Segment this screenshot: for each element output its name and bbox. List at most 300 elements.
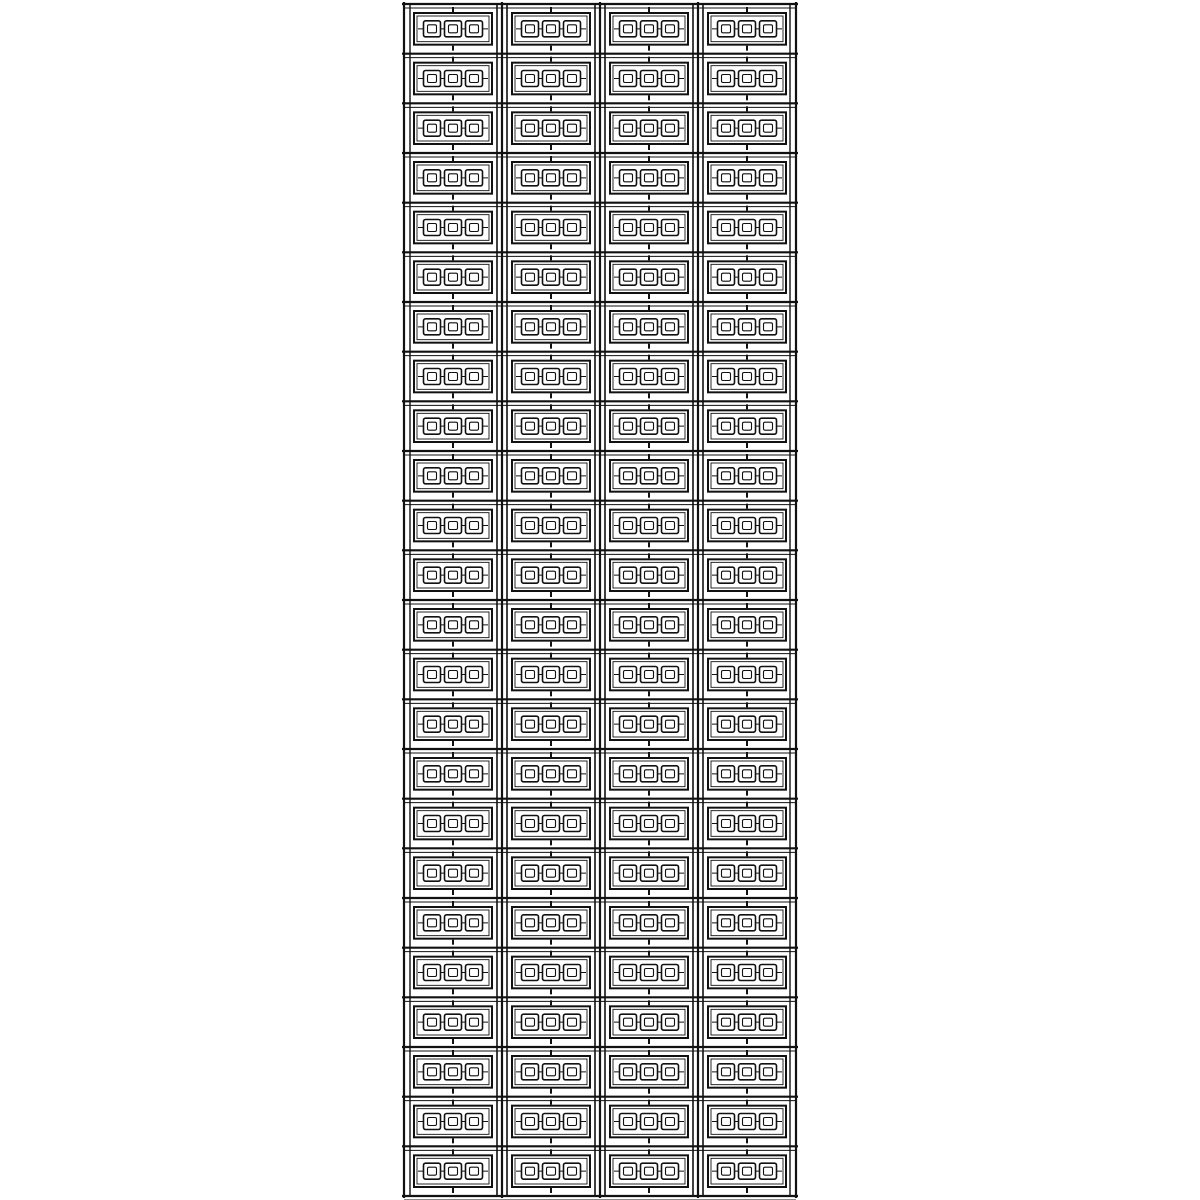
motif-square [760, 567, 777, 583]
motif-square [522, 1114, 539, 1130]
motif-square [564, 617, 581, 633]
motif-square [445, 269, 462, 285]
lattice-cell [610, 7, 688, 51]
motif-square [543, 816, 560, 832]
lattice-cell [414, 851, 492, 895]
motif-square [424, 617, 441, 633]
lattice-cell [512, 7, 590, 51]
motif-square [564, 1163, 581, 1179]
motif-square [466, 617, 483, 633]
lattice-cell [512, 802, 590, 846]
motif-square [466, 1163, 483, 1179]
motif-square [522, 269, 539, 285]
motif-square [466, 716, 483, 732]
lattice-cell [414, 504, 492, 548]
motif-square [739, 1114, 756, 1130]
lattice-cell [414, 7, 492, 51]
motif-square [718, 965, 735, 981]
motif-square [466, 220, 483, 236]
lattice-cell [708, 206, 786, 250]
motif-square [739, 1163, 756, 1179]
motif-square [739, 965, 756, 981]
motif-square [522, 617, 539, 633]
motif-square [522, 1163, 539, 1179]
motif-square [445, 965, 462, 981]
motif-square [466, 667, 483, 683]
motif-square [739, 518, 756, 534]
motif-square [424, 170, 441, 186]
motif-square [760, 369, 777, 385]
motif-square [445, 369, 462, 385]
motif-square [522, 418, 539, 434]
motif-square [739, 667, 756, 683]
motif-square [760, 816, 777, 832]
motif-square [543, 269, 560, 285]
lattice-cell [512, 454, 590, 498]
motif-square [466, 1014, 483, 1030]
motif-square [718, 319, 735, 335]
motif-square [641, 418, 658, 434]
motif-square [739, 716, 756, 732]
motif-square [760, 965, 777, 981]
lattice-cell [708, 305, 786, 349]
motif-square [641, 369, 658, 385]
motif-square [564, 915, 581, 931]
lattice-cell [708, 1000, 786, 1044]
pattern-cells [402, 2, 798, 1200]
motif-square [620, 71, 637, 87]
motif-square [445, 1014, 462, 1030]
motif-square [739, 766, 756, 782]
lattice-cell [512, 355, 590, 399]
motif-square [543, 1163, 560, 1179]
lattice-cell [414, 553, 492, 597]
motif-square [662, 1064, 679, 1080]
motif-square [564, 667, 581, 683]
motif-square [641, 915, 658, 931]
motif-square [620, 220, 637, 236]
lattice-cell [610, 553, 688, 597]
lattice-cell [512, 106, 590, 150]
lattice-cell [512, 851, 590, 895]
motif-square [424, 319, 441, 335]
motif-square [739, 319, 756, 335]
motif-square [445, 766, 462, 782]
motif-square [445, 567, 462, 583]
lattice-cell [708, 1149, 786, 1193]
motif-square [718, 1163, 735, 1179]
motif-square [466, 170, 483, 186]
motif-square [543, 418, 560, 434]
motif-square [662, 915, 679, 931]
motif-square [760, 170, 777, 186]
motif-square [543, 1014, 560, 1030]
motif-square [522, 816, 539, 832]
motif-square [466, 518, 483, 534]
lattice-cell [414, 702, 492, 746]
motif-square [445, 518, 462, 534]
motif-square [564, 170, 581, 186]
lattice-cell [708, 1100, 786, 1144]
lattice-cell [414, 404, 492, 448]
motif-square [641, 120, 658, 136]
motif-square [543, 120, 560, 136]
motif-square [564, 418, 581, 434]
motif-square [718, 716, 735, 732]
motif-square [760, 1014, 777, 1030]
motif-square [445, 1114, 462, 1130]
motif-square [620, 518, 637, 534]
motif-square [620, 766, 637, 782]
lattice-cell [414, 901, 492, 945]
motif-square [445, 71, 462, 87]
motif-square [445, 1064, 462, 1080]
motif-square [641, 567, 658, 583]
motif-square [543, 21, 560, 37]
motif-square [718, 120, 735, 136]
motif-square [543, 567, 560, 583]
motif-square [620, 319, 637, 335]
motif-square [739, 269, 756, 285]
motif-square [739, 816, 756, 832]
motif-square [739, 418, 756, 434]
lattice-cell [708, 7, 786, 51]
lattice-cell [512, 206, 590, 250]
motif-square [543, 1114, 560, 1130]
lattice-cell [610, 355, 688, 399]
motif-square [522, 120, 539, 136]
motif-square [641, 71, 658, 87]
lattice-cell [610, 802, 688, 846]
motif-square [466, 1064, 483, 1080]
motif-square [564, 965, 581, 981]
motif-square [564, 269, 581, 285]
motif-square [760, 319, 777, 335]
motif-square [739, 915, 756, 931]
motif-square [620, 567, 637, 583]
motif-square [620, 617, 637, 633]
motif-square [718, 1014, 735, 1030]
motif-square [739, 865, 756, 881]
motif-square [424, 518, 441, 534]
motif-square [466, 120, 483, 136]
motif-square [760, 21, 777, 37]
motif-square [662, 1163, 679, 1179]
motif-square [424, 269, 441, 285]
motif-square [641, 1064, 658, 1080]
motif-square [424, 1064, 441, 1080]
lattice-cell [708, 1050, 786, 1094]
motif-square [424, 716, 441, 732]
motif-square [641, 518, 658, 534]
motif-square [445, 915, 462, 931]
motif-square [424, 120, 441, 136]
motif-square [466, 319, 483, 335]
motif-square [718, 667, 735, 683]
motif-square [641, 220, 658, 236]
motif-square [620, 418, 637, 434]
lattice-cell [512, 553, 590, 597]
lattice-cell [708, 802, 786, 846]
motif-square [718, 617, 735, 633]
motif-square [424, 71, 441, 87]
motif-square [522, 865, 539, 881]
lattice-cell [610, 206, 688, 250]
motif-square [620, 369, 637, 385]
motif-square [445, 1163, 462, 1179]
motif-square [760, 269, 777, 285]
lattice-cell [708, 106, 786, 150]
motif-square [564, 71, 581, 87]
motif-square [641, 1114, 658, 1130]
motif-square [543, 170, 560, 186]
motif-square [620, 1014, 637, 1030]
motif-square [641, 617, 658, 633]
motif-square [424, 567, 441, 583]
lattice-cell [414, 454, 492, 498]
motif-square [543, 319, 560, 335]
motif-square [543, 617, 560, 633]
lattice-cell [610, 106, 688, 150]
motif-square [466, 915, 483, 931]
lattice-cell [610, 603, 688, 647]
motif-square [739, 468, 756, 484]
motif-square [564, 865, 581, 881]
lattice-cell [512, 305, 590, 349]
motif-square [543, 369, 560, 385]
motif-square [739, 170, 756, 186]
lattice-cell [512, 1000, 590, 1044]
lattice-cell [610, 1050, 688, 1094]
motif-square [564, 567, 581, 583]
lattice-cell [512, 156, 590, 200]
motif-square [564, 518, 581, 534]
motif-square [424, 965, 441, 981]
motif-square [739, 71, 756, 87]
lattice-cell [512, 1100, 590, 1144]
motif-square [620, 965, 637, 981]
motif-square [564, 369, 581, 385]
motif-square [445, 21, 462, 37]
motif-square [424, 667, 441, 683]
motif-square [466, 468, 483, 484]
motif-square [739, 21, 756, 37]
motif-square [445, 120, 462, 136]
motif-square [641, 865, 658, 881]
motif-square [739, 369, 756, 385]
motif-square [620, 716, 637, 732]
motif-square [620, 21, 637, 37]
motif-square [760, 915, 777, 931]
motif-square [620, 1064, 637, 1080]
motif-square [620, 269, 637, 285]
motif-square [641, 667, 658, 683]
motif-square [718, 865, 735, 881]
motif-square [543, 468, 560, 484]
lattice-cell [708, 553, 786, 597]
lattice-cell [512, 603, 590, 647]
motif-square [543, 915, 560, 931]
motif-square [641, 1014, 658, 1030]
motif-square [620, 1114, 637, 1130]
motif-square [718, 518, 735, 534]
motif-square [718, 468, 735, 484]
motif-square [739, 617, 756, 633]
motif-square [445, 816, 462, 832]
lattice-cell [512, 1149, 590, 1193]
lattice-cell [610, 504, 688, 548]
motif-square [662, 369, 679, 385]
motif-square [662, 170, 679, 186]
lattice-cell [414, 355, 492, 399]
lattice-cell [512, 752, 590, 796]
motif-square [522, 518, 539, 534]
motif-square [641, 965, 658, 981]
motif-square [662, 716, 679, 732]
motif-square [424, 369, 441, 385]
lattice-cell [610, 901, 688, 945]
motif-square [641, 319, 658, 335]
motif-square [564, 766, 581, 782]
motif-square [620, 120, 637, 136]
motif-square [466, 418, 483, 434]
motif-square [522, 220, 539, 236]
motif-square [424, 865, 441, 881]
motif-square [445, 716, 462, 732]
motif-square [739, 567, 756, 583]
motif-square [466, 269, 483, 285]
motif-square [739, 120, 756, 136]
motif-square [662, 418, 679, 434]
motif-square [760, 865, 777, 881]
lattice-cell [610, 1000, 688, 1044]
motif-square [564, 1114, 581, 1130]
motif-square [424, 220, 441, 236]
motif-square [662, 766, 679, 782]
motif-square [620, 915, 637, 931]
motif-square [466, 567, 483, 583]
lattice-cell [414, 951, 492, 995]
motif-square [522, 21, 539, 37]
lattice-cell [512, 653, 590, 697]
motif-square [760, 518, 777, 534]
lattice-cell [708, 504, 786, 548]
motif-square [522, 567, 539, 583]
motif-square [424, 766, 441, 782]
motif-square [760, 418, 777, 434]
motif-square [466, 71, 483, 87]
motif-square [760, 617, 777, 633]
motif-square [718, 21, 735, 37]
motif-square [760, 1114, 777, 1130]
motif-square [522, 766, 539, 782]
motif-square [641, 766, 658, 782]
motif-square [424, 915, 441, 931]
lattice-cell [708, 653, 786, 697]
motif-square [662, 71, 679, 87]
motif-square [641, 1163, 658, 1179]
motif-square [564, 1064, 581, 1080]
motif-square [543, 220, 560, 236]
lattice-cell [708, 702, 786, 746]
lattice-cell [610, 255, 688, 299]
motif-square [760, 1163, 777, 1179]
motif-square [620, 1163, 637, 1179]
motif-square [718, 71, 735, 87]
lattice-cell [414, 653, 492, 697]
lattice-cell [512, 901, 590, 945]
lattice-cell [708, 57, 786, 101]
lattice-cell [610, 851, 688, 895]
motif-square [522, 319, 539, 335]
lattice-cell [512, 255, 590, 299]
motif-square [718, 170, 735, 186]
motif-square [564, 816, 581, 832]
motif-square [739, 1014, 756, 1030]
lattice-cell [414, 802, 492, 846]
lattice-cell [708, 156, 786, 200]
lattice-cell [708, 851, 786, 895]
motif-square [543, 518, 560, 534]
motif-square [424, 816, 441, 832]
motif-square [522, 170, 539, 186]
motif-square [662, 319, 679, 335]
motif-square [620, 816, 637, 832]
motif-square [543, 865, 560, 881]
motif-square [564, 220, 581, 236]
motif-square [445, 170, 462, 186]
motif-square [466, 865, 483, 881]
motif-square [564, 468, 581, 484]
lattice-cell [610, 702, 688, 746]
motif-square [760, 71, 777, 87]
motif-square [445, 319, 462, 335]
lattice-cell [512, 951, 590, 995]
motif-square [641, 816, 658, 832]
motif-square [445, 667, 462, 683]
motif-square [760, 766, 777, 782]
lattice-cell [414, 1149, 492, 1193]
motif-square [564, 319, 581, 335]
motif-square [662, 468, 679, 484]
lattice-cell [414, 1000, 492, 1044]
motif-square [718, 1114, 735, 1130]
motif-square [662, 1014, 679, 1030]
lattice-cell [414, 106, 492, 150]
motif-square [662, 567, 679, 583]
motif-square [620, 865, 637, 881]
motif-square [662, 965, 679, 981]
motif-square [445, 418, 462, 434]
motif-square [662, 667, 679, 683]
lattice-cell [414, 156, 492, 200]
lattice-cell [708, 901, 786, 945]
motif-square [522, 716, 539, 732]
lattice-cell [708, 603, 786, 647]
motif-square [543, 1064, 560, 1080]
motif-square [564, 716, 581, 732]
motif-square [466, 1114, 483, 1130]
motif-square [760, 468, 777, 484]
lattice-cell [414, 1100, 492, 1144]
motif-square [662, 816, 679, 832]
motif-square [760, 220, 777, 236]
lattice-cell [610, 156, 688, 200]
lattice-cell [414, 603, 492, 647]
motif-square [522, 1014, 539, 1030]
motif-square [718, 915, 735, 931]
motif-square [739, 1064, 756, 1080]
